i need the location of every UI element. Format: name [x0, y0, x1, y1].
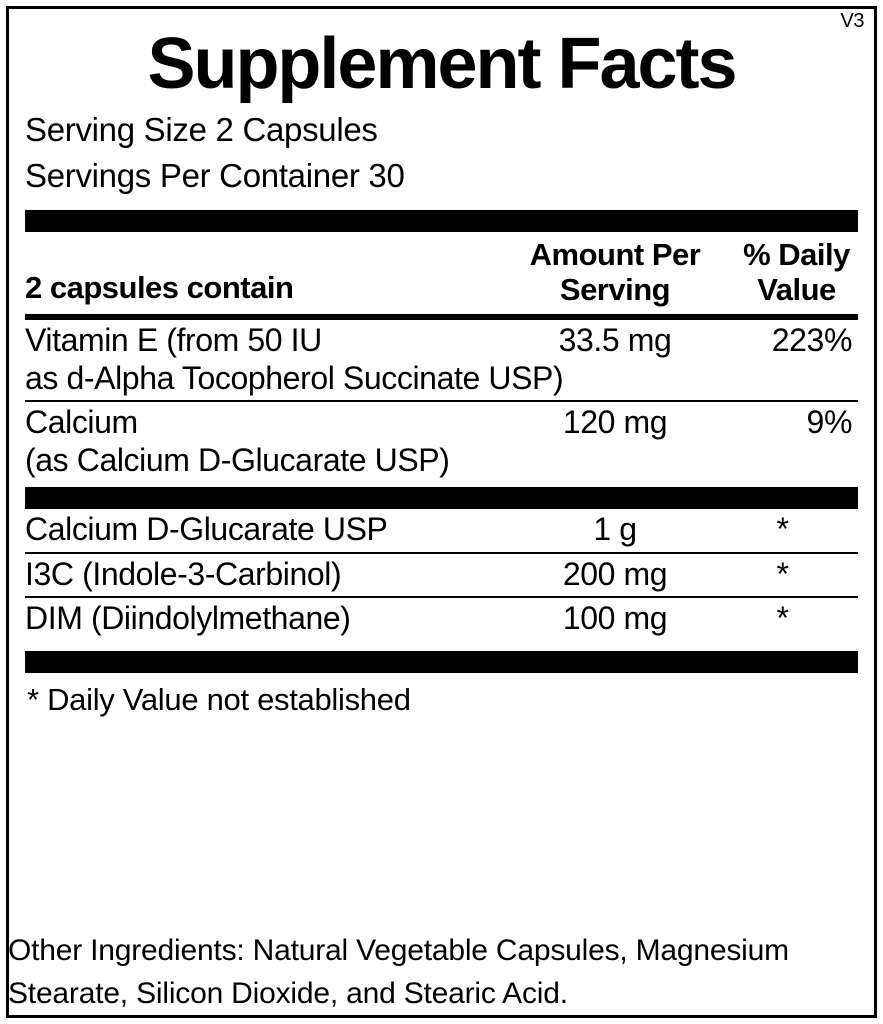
column-header-amount-line2: Serving	[559, 272, 671, 308]
page-title: Supplement Facts	[147, 24, 736, 104]
ingredient-amount: 1 g	[593, 510, 637, 547]
column-header-daily-value	[735, 238, 858, 307]
ingredient-daily-value: *	[776, 600, 789, 637]
nutrient-daily-value: 223%	[771, 321, 852, 358]
nutrient-amount: 33.5 mg	[558, 321, 672, 358]
column-header-left: 2 capsules contain	[25, 269, 294, 305]
table-row	[25, 598, 858, 641]
divider-thick-bottom	[25, 651, 858, 673]
nutrient-name: Vitamin E (from 50 IU	[25, 321, 322, 358]
nutrient-subname: (as Calcium D-Glucarate USP)	[25, 442, 450, 478]
column-header-amount-line1: Amount Per	[529, 237, 701, 273]
nutrient-name: Calcium	[25, 404, 138, 441]
nutrient-daily-value: 9%	[806, 404, 852, 441]
other-ingredients-line1: Other Ingredients: Natural Vegetable Capsules, Magnesium	[8, 934, 789, 967]
ingredient-name: Calcium D-Glucarate USP	[25, 510, 388, 547]
ingredient-amount: 200 mg	[562, 555, 668, 592]
table-header-row	[25, 232, 858, 311]
table-row	[25, 402, 858, 483]
nutrient-amount: 120 mg	[562, 404, 668, 441]
ingredient-daily-value: *	[776, 555, 789, 592]
servings-per-container: Servings Per Container 30	[25, 157, 405, 195]
supplement-facts-panel	[6, 6, 877, 1018]
table-row	[25, 320, 858, 401]
column-header-dv-line1: % Daily	[743, 237, 850, 273]
serving-size: Serving Size 2 Capsules	[25, 110, 378, 148]
other-ingredients-line2: Stearate, Silicon Dioxide, and Stearic Acid.	[8, 976, 568, 1010]
divider-thick-top	[25, 210, 858, 232]
ingredient-amount: 100 mg	[562, 600, 668, 637]
version-label: V3	[840, 10, 864, 32]
nutrient-subname: as d-Alpha Tocopherol Succinate USP)	[25, 359, 564, 396]
ingredient-daily-value: *	[776, 510, 789, 547]
column-header-amount	[495, 238, 735, 307]
column-header-dv-line2: Value	[757, 272, 836, 308]
divider-thick-middle	[25, 487, 858, 509]
other-ingredients	[8, 930, 879, 1016]
table-row	[25, 554, 858, 597]
table-row	[25, 509, 858, 552]
ingredient-name: I3C (Indole-3-Carbinol)	[25, 555, 342, 592]
supplement-facts-content	[25, 24, 858, 728]
daily-value-footnote: * Daily Value not established	[27, 682, 411, 717]
ingredient-name: DIM (Diindolylmethane)	[25, 600, 351, 637]
